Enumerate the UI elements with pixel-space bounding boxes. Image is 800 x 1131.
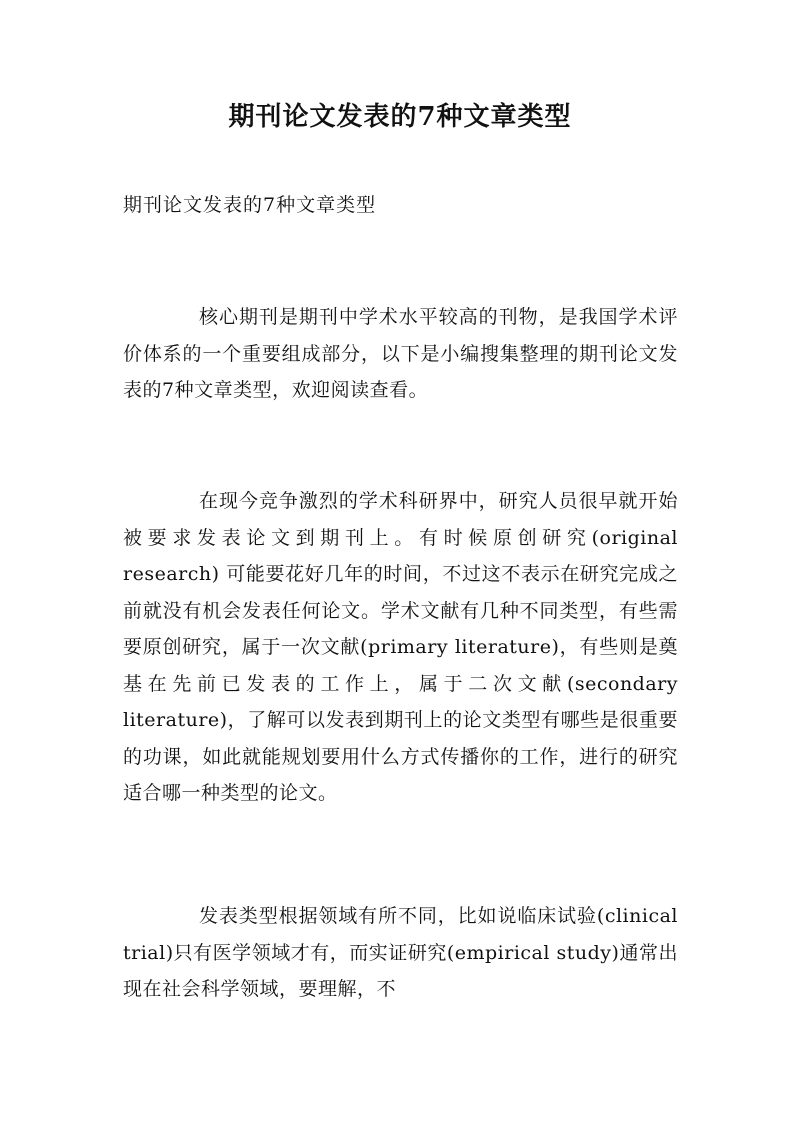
document-subtitle: 期刊论文发表的7种文章类型 xyxy=(123,194,377,216)
paragraph-types: 发表类型根据领域有所不同，比如说临床试验(clinical trial)只有医学领域才有，而实证研究(empirical study)通常出现在社会科学领域，要理解，不 xyxy=(123,905,678,1000)
paragraph-intro: 核心期刊是期刊中学术水平较高的刊物，是我国学术评价体系的一个重要组成部分，以下是小编搜集整理的期刊论文发表的7种文章类型，欢迎阅读查看。 xyxy=(123,306,678,401)
document-title: 期刊论文发表的7种文章类型 xyxy=(228,102,572,132)
paragraph-background: 在现今竞争激烈的学术科研界中，研究人员很早就开始被要求发表论文到期刊上。有时候原创研究(original research) 可能要花好几年的时间，不过这不表示在研究完成之前就没有机会发表任何论文。学术文献有几种不同类型，有些需要原创研究，属于一次文献(primary literature)，有些则是奠基在先前已发表的工作上，属于二次文献(secondary literature)，了解可以发表到期刊上的论文类型有哪些是很重要的功课，如此就能规划要用什么方式传播你的工作，进行的研究适合哪一种类型的论文。 xyxy=(123,490,678,804)
